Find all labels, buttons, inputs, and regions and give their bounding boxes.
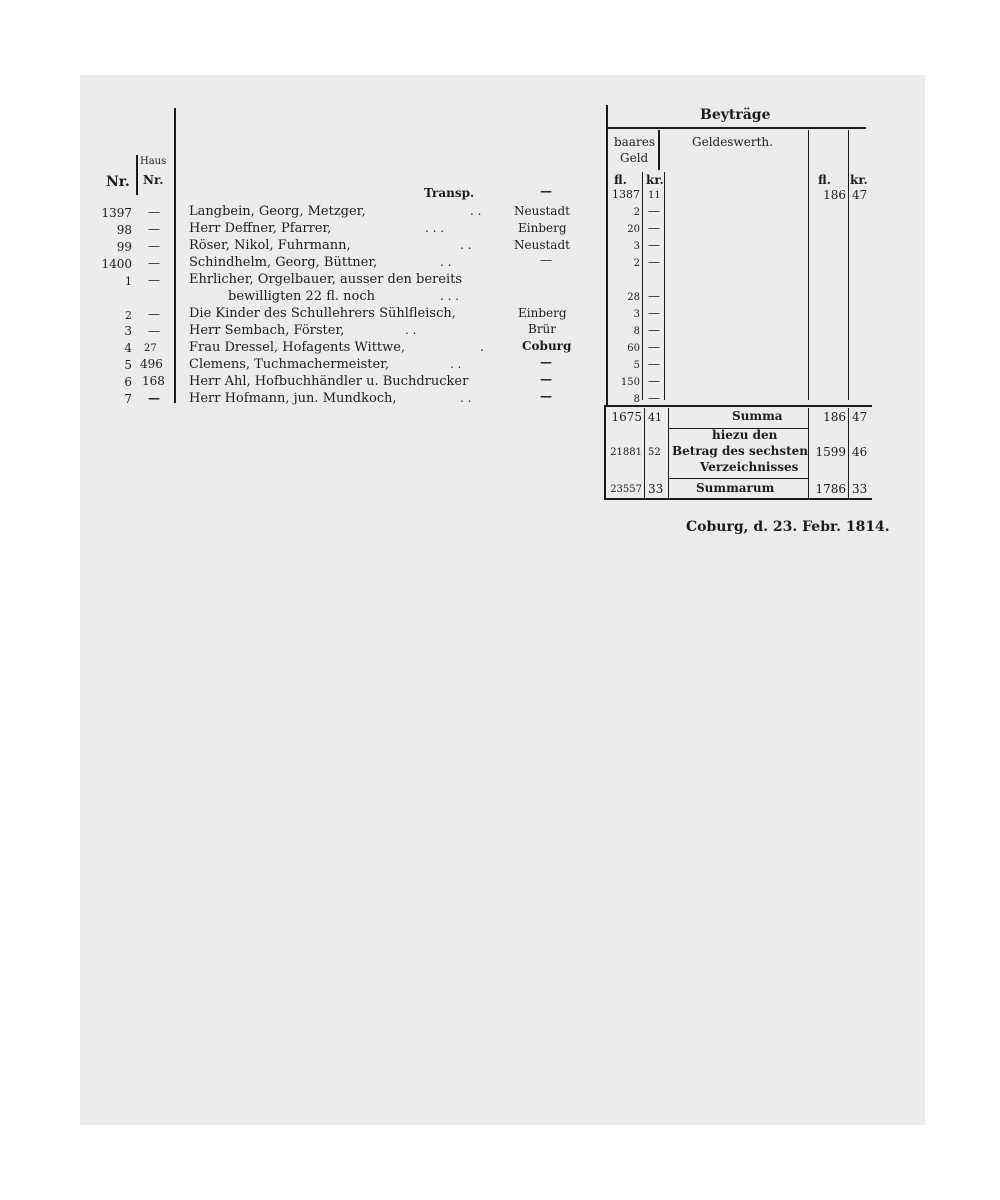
row-dots: . . — [405, 323, 417, 337]
row-haus: 496 — [140, 357, 163, 371]
haus-nr-header-bottom: Nr. — [143, 173, 164, 187]
fl-header: fl. — [614, 173, 627, 187]
name-column-rule — [174, 108, 176, 403]
totals-kr-rule — [644, 408, 645, 500]
row-haus: — — [148, 307, 160, 321]
totals-top-rule — [604, 405, 872, 407]
kr-header: kr. — [646, 173, 664, 187]
row-kr: — — [648, 238, 660, 252]
row-nr: 6 — [124, 375, 132, 389]
row-haus: — — [148, 222, 160, 236]
row-fl: 3 — [633, 241, 640, 252]
row-fl: 150 — [620, 377, 640, 388]
row-dots: . . — [440, 255, 452, 269]
summa-kr2: 47 — [852, 410, 868, 424]
row-place: Einberg — [518, 221, 567, 235]
baares-geld-header-1: baares — [614, 135, 655, 149]
row-haus: 168 — [142, 374, 165, 388]
transport-kr2: 47 — [852, 188, 868, 202]
row-name: bewilligten 22 fl. noch — [228, 289, 375, 304]
row-fl: 8 — [633, 394, 640, 405]
hiezu-label-2: Betrag des sechsten — [672, 444, 809, 458]
row-kr: — — [648, 323, 660, 337]
beytraege-header: Beyträge — [700, 107, 771, 123]
hiezu-label-3: Verzeichnisses — [700, 460, 799, 474]
geldeswerth-left-rule — [664, 172, 665, 400]
row-nr: 1 — [125, 275, 132, 288]
row-fl: 5 — [633, 360, 640, 371]
row-kr: — — [648, 357, 660, 371]
row-nr: 7 — [124, 392, 132, 406]
row-dots: . — [480, 340, 484, 354]
place-date: Coburg, d. 23. Febr. 1814. — [686, 519, 890, 535]
row-name: Die Kinder des Schullehrers Sühlfleisch, — [189, 306, 456, 321]
row-place: Einberg — [518, 306, 567, 320]
summarum-fl: 23557 — [610, 484, 642, 495]
transport-fl: 1387 — [612, 188, 640, 201]
transport-kr: 11 — [648, 190, 661, 201]
summarum-label: Summarum — [696, 481, 775, 495]
row-haus: — — [148, 391, 160, 405]
row-fl: 60 — [627, 343, 640, 354]
fl2-header: fl. — [818, 173, 831, 187]
row-dots: . . — [470, 204, 482, 218]
row-place: Neustadt — [514, 238, 570, 252]
totals-bottom-rule — [604, 498, 872, 500]
row-kr: — — [648, 340, 660, 354]
row-name: Herr Sembach, Förster, — [189, 323, 345, 338]
row-kr: — — [648, 374, 660, 388]
hiezu-fl2: 1599 — [815, 445, 846, 459]
summarum-fl2: 1786 — [815, 482, 846, 496]
row-place: — — [540, 253, 552, 267]
row-name: Clemens, Tuchmachermeister, — [189, 357, 390, 372]
row-kr: — — [648, 255, 660, 269]
geld-column-rule — [606, 105, 608, 405]
summa-fl: 1675 — [611, 410, 642, 424]
row-place: — — [540, 372, 552, 386]
row-dots: . . — [460, 391, 472, 405]
row-fl: 20 — [627, 224, 640, 235]
row-haus: — — [148, 239, 160, 253]
row-kr: — — [648, 289, 660, 303]
kr2-column-rule — [848, 130, 849, 400]
row-fl: 3 — [633, 309, 640, 320]
row-nr: 1400 — [101, 257, 132, 271]
summarum-kr2: 33 — [852, 482, 868, 496]
row-nr: 5 — [124, 358, 132, 372]
row-name: Ehrlicher, Orgelbauer, ausser den bereits — [189, 272, 463, 287]
row-fl: 8 — [633, 326, 640, 337]
transport-label: Transp. — [424, 186, 475, 200]
row-dots: . . . — [425, 221, 445, 235]
kr-column-rule — [642, 172, 643, 400]
nr-header: Nr. — [106, 174, 130, 190]
row-haus: — — [148, 256, 160, 270]
row-fl: 2 — [633, 258, 640, 269]
baares-geld-header-2: Geld — [620, 151, 649, 165]
transport-place: — — [540, 184, 552, 198]
totals-kr2-rule — [848, 408, 849, 500]
row-kr: — — [648, 391, 660, 405]
row-haus: — — [148, 205, 160, 219]
summa-fl2: 186 — [823, 410, 846, 424]
summa-label: Summa — [732, 409, 783, 423]
hiezu-rule — [668, 478, 808, 479]
haus-nr-header-top: Haus — [140, 156, 167, 167]
row-nr: 1397 — [101, 206, 132, 220]
row-nr: 98 — [116, 223, 132, 237]
summa-kr: 41 — [648, 411, 662, 424]
totals-label-rule — [668, 408, 669, 500]
row-place: Coburg — [522, 339, 572, 353]
row-haus: — — [148, 273, 160, 287]
row-name: Herr Ahl, Hofbuchhändler u. Buchdrucker — [189, 374, 469, 389]
row-place: Brür — [528, 322, 557, 336]
row-nr: 99 — [116, 240, 132, 254]
baares-geld-rule — [658, 130, 660, 170]
row-dots: . . — [450, 357, 462, 371]
row-name: Herr Deffner, Pfarrer, — [189, 221, 332, 236]
beytraege-rule — [608, 127, 866, 129]
summarum-kr: 33 — [648, 482, 664, 496]
row-name: Herr Hofmann, jun. Mundkoch, — [189, 391, 397, 406]
row-kr: — — [648, 204, 660, 218]
row-place: — — [540, 389, 552, 403]
row-name: Frau Dressel, Hofagents Wittwe, — [189, 340, 406, 355]
row-nr: 4 — [124, 341, 132, 355]
row-fl: 2 — [633, 207, 640, 218]
row-name: Langbein, Georg, Metzger, — [189, 204, 366, 219]
row-kr: — — [648, 306, 660, 320]
geldeswerth-rule — [808, 130, 809, 400]
row-fl: 28 — [627, 292, 640, 303]
row-place: Neustadt — [514, 204, 570, 218]
row-name: Schindhelm, Georg, Büttner, — [189, 255, 378, 270]
hiezu-label-1: hiezu den — [712, 428, 778, 442]
row-dots: . . — [460, 238, 472, 252]
hiezu-kr: 52 — [648, 447, 661, 458]
geldeswerth-header: Geldeswerth. — [692, 135, 773, 149]
row-kr: — — [648, 221, 660, 235]
row-dots: . . . — [440, 289, 460, 303]
row-nr: 2 — [125, 309, 132, 322]
transport-fl2: 186 — [823, 188, 846, 202]
row-haus: 27 — [144, 343, 157, 354]
row-place: — — [540, 355, 552, 369]
row-haus: — — [148, 324, 160, 338]
row-nr: 3 — [124, 324, 132, 338]
nr-column-rule — [136, 155, 138, 195]
hiezu-kr2: 46 — [852, 445, 868, 459]
kr2-header: kr. — [850, 173, 868, 187]
row-name: Röser, Nikol, Fuhrmann, — [189, 238, 351, 253]
hiezu-fl: 21881 — [610, 447, 642, 458]
